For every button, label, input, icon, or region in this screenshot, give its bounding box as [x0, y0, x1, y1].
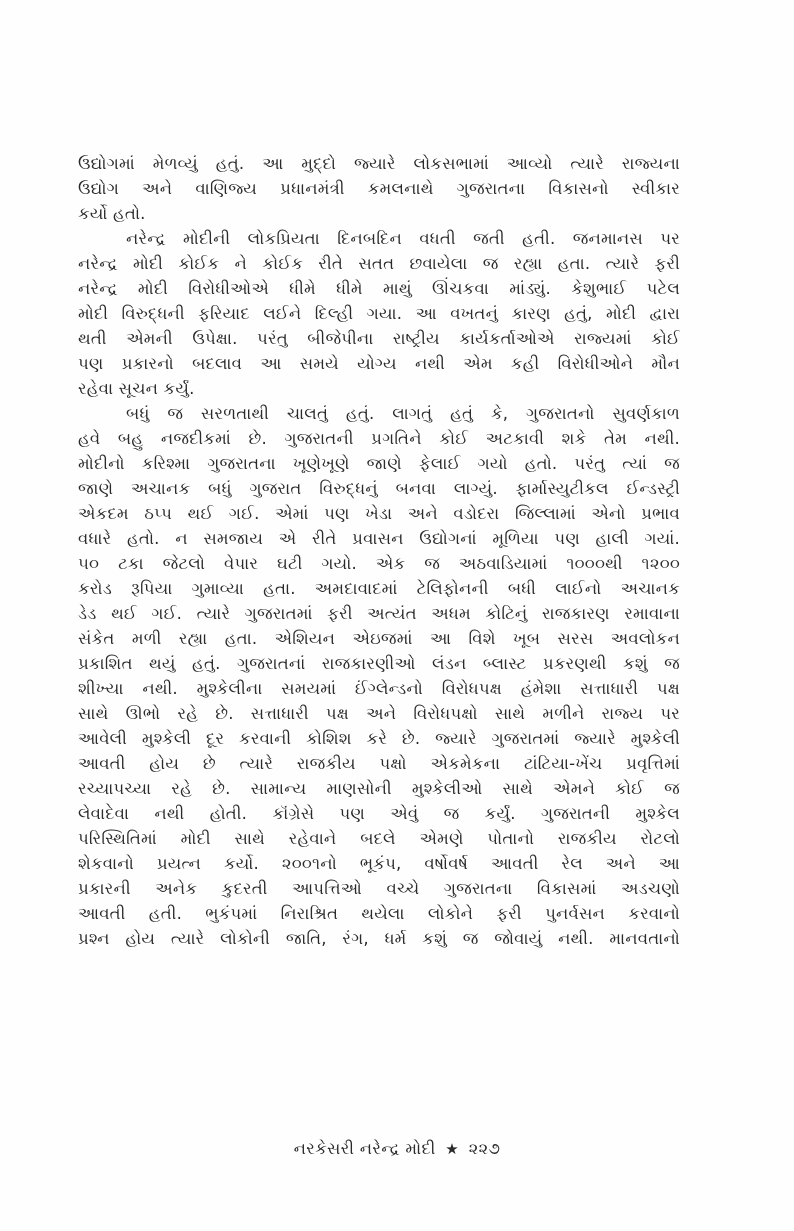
- text-line: મોદી વિરુદ્ધની ફરિયાદ લઈને દિલ્હી ગયા. આ વખતનું કારણ હતું, મોદી દ્વારા: [78, 304, 680, 323]
- text-line: સંકેત મળી રહ્યા હતા. એશિયન એઇજમાં આ વિશે ખૂબ સરસ અવલોકન: [78, 629, 680, 648]
- text-line: વધારે હતો. ન સમજાય એ રીતે પ્રવાસન ઉદ્યોગનાં મૂળિયા પણ હાલી ગયાં.: [78, 529, 680, 548]
- text-line: હવે બહુ નજદીકમાં છે. ગુજરાતની પ્રગતિને કોઈ અટકાવી શકે તેમ નથી.: [78, 429, 680, 448]
- text-line: નરેન્દ્ર મોદી વિરોધીઓએ ધીમે ધીમે માથું ઊંચકવા માંડ્યું. કેશુભાઈ પટેલ: [78, 279, 680, 298]
- text-line: નરેન્દ્ર મોદી કોઈક ને કોઈક રીતે સતત છવાયેલા જ રહ્યા હતા. ત્યારે ફરી: [78, 254, 680, 273]
- body-text: [78, 151, 680, 976]
- text-line: પ્રશ્ન હોય ત્યારે લોકોની જાતિ, રંગ, ધર્મ કશું જ જોવાયું નથી. માનવતાનો: [78, 929, 680, 948]
- text-line: થતી એમની ઉપેક્ષા. પરંતુ બીજેપીના રાષ્ટ્રીય કાર્યકર્તાઓએ રાજ્યમાં કોઈ: [78, 329, 680, 348]
- paragraph-1: [78, 151, 680, 226]
- paragraph-2: [78, 226, 680, 401]
- text-line: મોદીનો કરિશ્મા ગુજરાતના ખૂણેખૂણે જાણે ફેલાઈ ગયો હતો. પરંતુ ત્યાં જ: [78, 454, 680, 473]
- text-line: ૫૦ ટકા જેટલો વેપાર ઘટી ગયો. એક જ અઠવાડિયામાં ૧૦૦૦થી ૧૨૦૦: [78, 554, 680, 573]
- text-line: રચ્યાપચ્યા રહે છે. સામાન્ય માણસોની મુશ્કેલીઓ સાથે એમને કોઈ જ: [78, 779, 680, 798]
- text-line: આવેલી મુશ્કેલી દૂર કરવાની કોશિશ કરે છે. જ્યારે ગુજરાતમાં જ્યારે મુશ્કેલી: [78, 729, 680, 748]
- text-line: શેકવાનો પ્રયત્ન કર્યો. ૨૦૦૧નો ભૂકંપ, વર્ષોવર્ષ આવતી રેલ અને આ: [78, 854, 680, 873]
- text-line: પણ પ્રકારનો બદલાવ આ સમયે યોગ્ય નથી એમ કહી વિરોધીઓને મૌન: [78, 354, 680, 373]
- text-line: બધું જ સરળતાથી ચાલતું હતું. લાગતું હતું કે, ગુજરાતનો સુવર્ણકાળ: [126, 404, 680, 423]
- text-line: એકદમ ઠપ્પ થઈ ગઈ. એમાં પણ ખેડા અને વડોદરા જિલ્લામાં એનો પ્રભાવ: [78, 504, 680, 523]
- text-line: પ્રકારની અનેક કુદરતી આપત્તિઓ વચ્ચે ગુજરાતના વિકાસમાં અડચણો: [78, 879, 680, 898]
- text-line: પરિસ્થિતિમાં મોદી સાથે રહેવાને બદલે એમણે પોતાનો રાજકીય રોટલો: [78, 829, 680, 848]
- text-line: રહેવા સૂચન કર્યું.: [78, 379, 195, 398]
- text-line: [78, 951, 680, 976]
- text-line: ડેડ થઈ ગઈ. ત્યારે ગુજરાતમાં ફરી અત્યંત અધમ કોટિનું રાજકારણ રમાવાના: [78, 604, 680, 623]
- star-icon: ★: [445, 1140, 460, 1158]
- text-line: લેવાદેવા નથી હોતી. કૉંગ્રેસે પણ એવું જ કર્યું. ગુજરાતની મુશ્કેલ: [78, 804, 680, 823]
- text-line: ઉદ્યોગ અને વાણિજ્ય પ્રધાનમંત્રી કમલનાથે ગુજરાતના વિકાસનો સ્વીકાર: [78, 179, 680, 198]
- text-line: નરેન્દ્ર મોદીની લોકપ્રિયતા દિનબદિન વધતી જતી હતી. જનમાનસ પર: [126, 229, 680, 248]
- text-line: જાણે અચાનક બધું ગુજરાત વિરુદ્ધનું બનવા લાગ્યું. ફાર્માસ્યુટીકલ ઈન્ડસ્ટ્રી: [78, 479, 680, 498]
- text-line: ઉદ્યોગમાં મેળવ્યું હતું. આ મુદ્દો જ્યારે લોકસભામાં આવ્યો ત્યારે રાજ્યના: [78, 154, 680, 173]
- page-footer: [0, 1137, 794, 1161]
- text-line: આવતી હોય છે ત્યારે રાજકીય પક્ષો એકમેકના ટાંટિયા-ખેંચ પ્રવૃત્તિમાં: [78, 754, 680, 773]
- text-line: કર્યો હતો.: [78, 204, 146, 223]
- running-title: નરકેસરી નરેન્દ્ર મોદી: [293, 1139, 436, 1158]
- paragraph-3: [78, 401, 680, 976]
- text-line: આવતી હતી. ભુકંપમાં નિરાશ્રિત થયેલા લોકોને ફરી પુનર્વસન કરવાનો: [78, 904, 680, 923]
- text-line: સાથે ઊભો રહે છે. સત્તાધારી પક્ષ અને વિરોધપક્ષો સાથે મળીને રાજ્ય પર: [78, 704, 680, 723]
- text-line: શીખ્યા નથી. મુશ્કેલીના સમયમાં ઈંગ્લેન્ડનો વિરોધપક્ષ હંમેશા સત્તાધારી પક્ષ: [78, 679, 680, 698]
- text-line: પ્રકાશિત થયું હતું. ગુજરાતનાં રાજકારણીઓ લંડન બ્લાસ્ટ પ્રકરણથી કશું જ: [78, 654, 680, 673]
- page-number: ૨૨૭: [468, 1139, 501, 1158]
- text-line: કરોડ રૂપિયા ગુમાવ્યા હતા. અમદાવાદમાં ટેલિફોનની બધી લાઈનો અચાનક: [78, 579, 680, 598]
